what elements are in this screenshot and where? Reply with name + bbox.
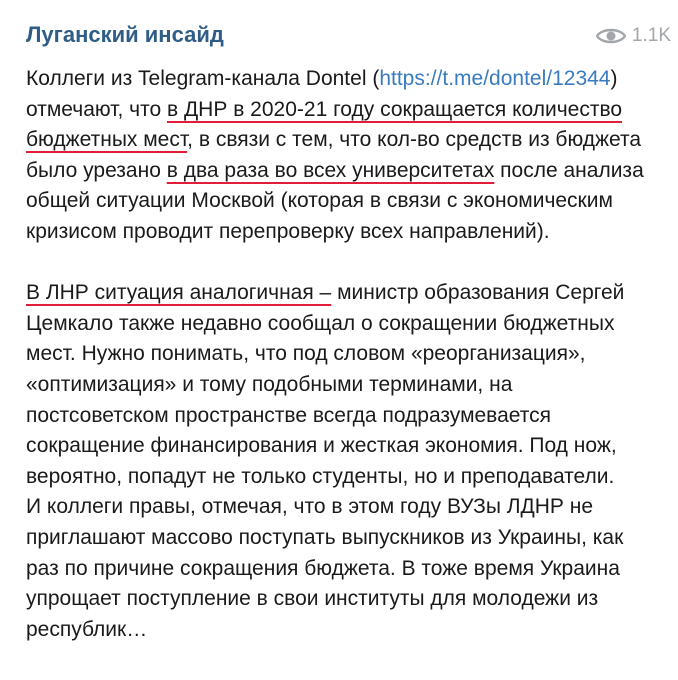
- text-line: мест. Нужно понимать, что под словом «реорганизация»,: [26, 342, 586, 366]
- text-segment: Коллеги из Telegram-канала Dontel (: [26, 67, 380, 90]
- post-text: [26, 64, 671, 645]
- text-segment: после анализа: [494, 158, 644, 182]
- text-line: «оптимизация» и тому подобными терминами, на: [26, 372, 513, 396]
- text-line: [26, 156, 671, 187]
- view-counter: [596, 22, 671, 50]
- text-line: раз по причине сокращения бюджета. В тоже время Украина: [26, 556, 620, 580]
- text-line: вероятно, попадут не только студенты, но и преподаватели.: [26, 464, 615, 488]
- eye-icon: [596, 26, 626, 46]
- text-line: [26, 64, 671, 95]
- text-line: общей ситуации Москвой (которая в связи с экономическим: [26, 189, 613, 213]
- text-line: Цемкало также недавно сообщал о сокращении бюджетных: [26, 311, 615, 335]
- underlined-highlight: бюджетных мест: [26, 128, 188, 152]
- paragraph-lnr: [26, 278, 671, 645]
- text-line: приглашают массово поступать выпускников из Украины, как: [26, 525, 624, 549]
- dontel-link[interactable]: https://t.me/dontel/12344: [379, 67, 611, 90]
- text-line: [26, 95, 671, 126]
- text-line: [26, 278, 671, 309]
- underlined-highlight: в ДНР в 2020-21 году сокращается количество: [166, 97, 623, 121]
- text-line: республик…: [26, 617, 148, 641]
- text-line: кризисом проводит перепроверку всех направлений).: [26, 219, 550, 243]
- post-header: [26, 20, 671, 56]
- text-segment: ): [610, 67, 618, 90]
- paragraph-spacer: [26, 248, 671, 279]
- channel-name[interactable]: Луганский инсайд: [26, 22, 224, 47]
- underlined-highlight: в два раза во всех университетах: [166, 158, 495, 182]
- text-line: [26, 125, 671, 156]
- underlined-highlight: В ЛНР ситуация аналогичная –: [26, 281, 332, 305]
- text-line: постсоветском пространстве всегда подразумевается: [26, 403, 552, 427]
- view-count: 1.1K: [631, 25, 671, 46]
- paragraph-dnr: [26, 64, 671, 248]
- text-segment: отмечают, что: [26, 97, 167, 121]
- text-line: И коллеги правы, отмечая, что в этом году ВУЗы ЛДНР не: [26, 495, 594, 519]
- text-segment: было урезано: [26, 158, 167, 182]
- text-segment: , в связи с тем, что кол-во средств из бюджета: [187, 128, 642, 152]
- text-segment: министр образования Сергей: [331, 281, 625, 305]
- text-line: упрощает поступление в свои институты для молодежи из: [26, 587, 599, 611]
- text-line: сокращение финансирования и жесткая экономия. Под нож,: [26, 434, 617, 458]
